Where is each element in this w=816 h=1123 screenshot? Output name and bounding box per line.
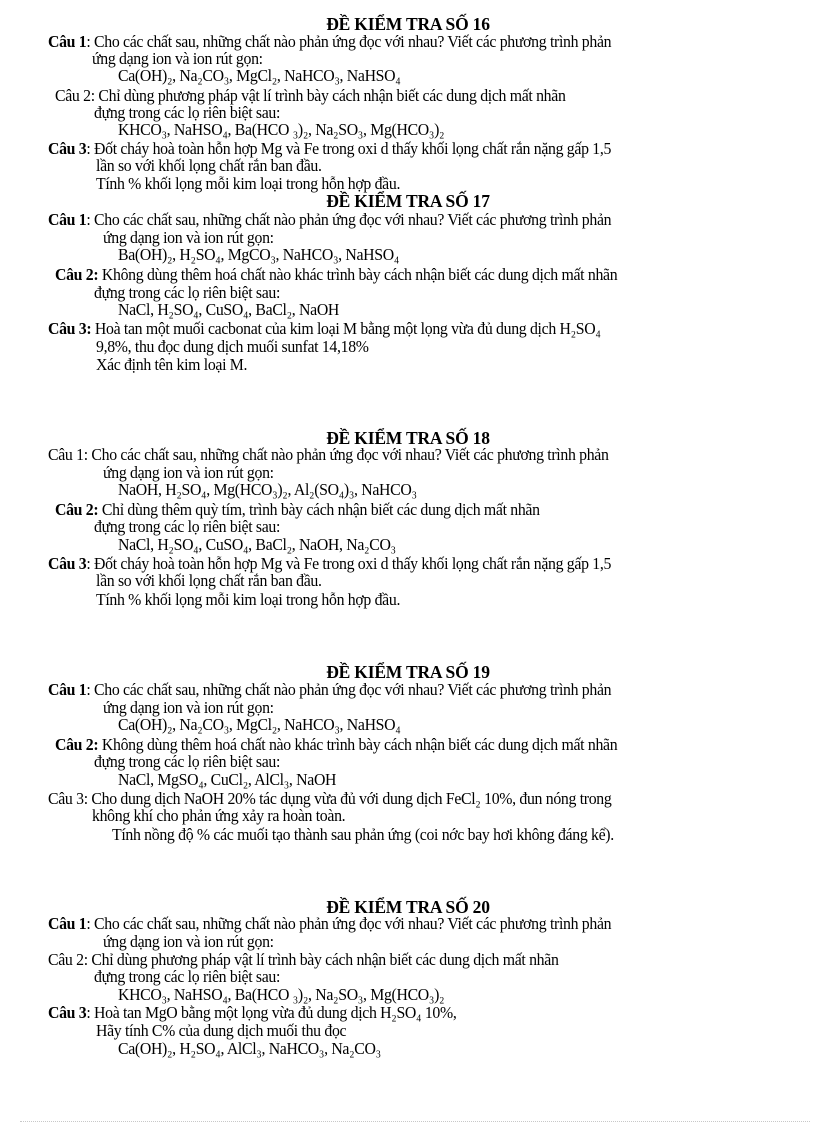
- question-line: ứng dạng ion và ion rút gọn:: [103, 228, 274, 247]
- question-line: Tính % khối lọng mỗi kim loại trong hỗn hợp đầu.: [96, 590, 401, 609]
- exam-title-19: ĐỀ KIỂM TRA SỐ 19: [326, 662, 490, 682]
- question-line: đựng trong các lọ riên biệt sau:: [94, 103, 281, 122]
- page-bottom-dotted-line: [20, 1121, 810, 1122]
- question-line: Câu 2: Chỉ dùng thêm quỳ tím, trình bày cách nhận biết các dung dịch mất nhãn: [55, 500, 540, 519]
- chemical-list: Ca(OH)₂, Na₂CO₃, MgCl₂, NaHCO₃, NaHSO₄: [118, 715, 401, 734]
- question-line: Câu 3: Đốt cháy hoà toàn hỗn hợp Mg và Fe trong oxi d thấy khối lọng chất rắn nặng gấp 1,5: [48, 139, 612, 158]
- question-line: Câu 2: Chỉ dùng phương pháp vật lí trình bày cách nhận biết các dung dịch mất nhãn: [55, 86, 566, 105]
- chemical-list: NaCl, H₂SO₄, CuSO₄, BaCl₂, NaOH: [118, 300, 340, 319]
- question-line: Câu 3: Đốt cháy hoà toàn hỗn hợp Mg và Fe trong oxi d thấy khối lọng chất rắn nặng gấp 1,5: [48, 554, 612, 573]
- question-line: Xác định tên kim loại M.: [96, 355, 248, 374]
- exam-title-16: ĐỀ KIỂM TRA SỐ 16: [326, 14, 490, 34]
- question-line: Tính nồng độ % các muối tạo thành sau phản ứng (coi nớc bay hơi không đáng kể).: [112, 825, 614, 844]
- question-line: Câu 3: Hoà tan MgO bằng một lọng vừa đủ dung dịch H₂SO₄ 10%,: [48, 1003, 457, 1022]
- question-line: lần so với khối lọng chất rắn ban đầu.: [96, 571, 322, 590]
- question-line: không khí cho phản ứng xảy ra hoàn toàn.: [92, 806, 346, 825]
- chemical-list: Ba(OH)₂, H₂SO₄, MgCO₃, NaHCO₃, NaHSO₄: [118, 245, 400, 264]
- chemical-list: KHCO₃, NaHSO₄, Ba(HCO ₃)₂, Na₂SO₃, Mg(HCO₃)₂: [118, 120, 445, 139]
- question-line: đựng trong các lọ riên biệt sau:: [94, 752, 281, 771]
- question-line: đựng trong các lọ riên biệt sau:: [94, 967, 281, 986]
- question-line: Câu 3: Cho dung dịch NaOH 20% tác dụng vừa đủ với dung dịch FeCl₂ 10%, đun nóng trong: [48, 789, 612, 808]
- question-line: Câu 1: Cho các chất sau, những chất nào phản ứng đọc với nhau? Viết các phương trình phản: [48, 445, 609, 464]
- question-line: Câu 2: Không dùng thêm hoá chất nào khác trình bày cách nhận biết các dung dịch mất nhãn: [55, 735, 618, 754]
- question-line: ứng dạng ion và ion rút gọn:: [103, 698, 274, 717]
- question-line: Hãy tính C% của dung dịch muối thu đọc: [96, 1021, 347, 1040]
- chemical-list: NaOH, H₂SO₄, Mg(HCO₃)₂, Al₂(SO₄)₃, NaHCO₃: [118, 480, 417, 499]
- question-line: Tính % khối lọng mỗi kim loại trong hỗn hợp đầu.: [96, 174, 401, 193]
- question-line: Câu 1: Cho các chất sau, những chất nào phản ứng đọc với nhau? Viết các phương trình phản: [48, 210, 612, 229]
- question-line: Câu 2: Chỉ dùng phương pháp vật lí trình bày cách nhận biết các dung dịch mất nhãn: [48, 950, 559, 969]
- exam-title-18: ĐỀ KIỂM TRA SỐ 18: [326, 428, 490, 448]
- chemical-list: Ca(OH)₂, H₂SO₄, AlCl₃, NaHCO₃, Na₂CO₃: [118, 1039, 381, 1058]
- chemical-list: NaCl, H₂SO₄, CuSO₄, BaCl₂, NaOH, Na₂CO₃: [118, 535, 396, 554]
- question-line: ứng dạng ion và ion rút gọn:: [103, 932, 274, 951]
- question-line: ứng dạng ion và ion rút gọn:: [92, 49, 263, 68]
- exam-title-17: ĐỀ KIỂM TRA SỐ 17: [326, 191, 490, 211]
- question-line: Câu 1: Cho các chất sau, những chất nào phản ứng đọc với nhau? Viết các phương trình phản: [48, 32, 612, 51]
- question-line: đựng trong các lọ riên biệt sau:: [94, 283, 281, 302]
- exam-title-20: ĐỀ KIỂM TRA SỐ 20: [326, 897, 490, 917]
- question-line: 9,8%, thu đọc dung dịch muối sunfat 14,18%: [96, 337, 369, 356]
- question-line: đựng trong các lọ riên biệt sau:: [94, 517, 281, 536]
- question-line: Câu 2: Không dùng thêm hoá chất nào khác trình bày cách nhận biết các dung dịch mất nhãn: [55, 265, 618, 284]
- question-line: ứng dạng ion và ion rút gọn:: [103, 463, 274, 482]
- chemical-list: NaCl, MgSO₄, CuCl₂, AlCl₃, NaOH: [118, 770, 337, 789]
- question-line: lần so với khối lọng chất rắn ban đầu.: [96, 156, 322, 175]
- question-line: Câu 1: Cho các chất sau, những chất nào phản ứng đọc với nhau? Viết các phương trình phản: [48, 680, 612, 699]
- chemical-list: KHCO₃, NaHSO₄, Ba(HCO ₃)₂, Na₂SO₃, Mg(HCO₃)₂: [118, 985, 445, 1004]
- question-line: Câu 1: Cho các chất sau, những chất nào phản ứng đọc với nhau? Viết các phương trình phản: [48, 914, 612, 933]
- chemical-list: Ca(OH)₂, Na₂CO₃, MgCl₂, NaHCO₃, NaHSO₄: [118, 66, 401, 85]
- question-line: Câu 3: Hoà tan một muối cacbonat của kim loại M bằng một lọng vừa đủ dung dịch H₂SO₄: [48, 319, 601, 338]
